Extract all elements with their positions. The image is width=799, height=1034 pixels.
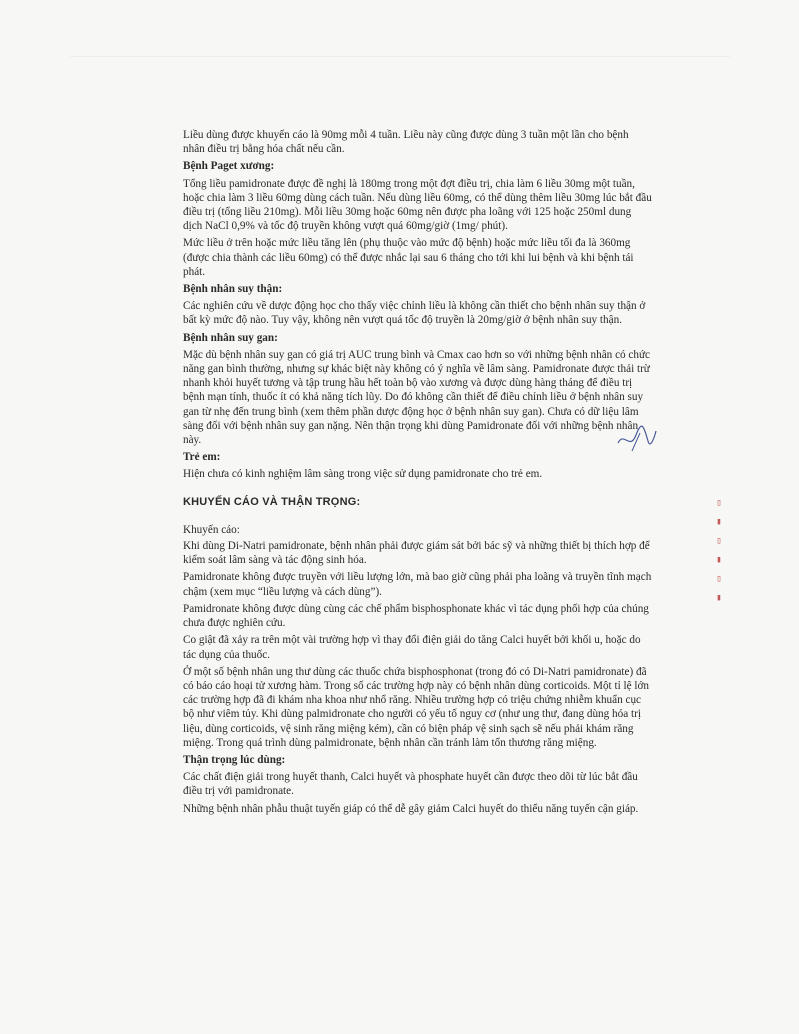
paragraph-precautions-2: Những bệnh nhân phẫu thuật tuyến giáp có thể dễ gây giảm Calci huyết do thiểu năng tuyến cận giáp. <box>183 802 639 815</box>
margin-stamp-fragments-icon <box>712 494 726 608</box>
stamp-fragment-icon: ▯ <box>716 574 722 584</box>
section-title-warnings-precautions: KHUYẾN CÁO VÀ THẬN TRỌNG: <box>183 495 361 508</box>
heading-precautions: Thận trọng lúc dùng: <box>183 753 286 766</box>
stamp-fragment-icon: ▯ <box>716 536 722 546</box>
paragraph-warnings-3: Pamidronate không được dùng cùng các chế phẩm bisphosphonate khác vì tác dụng phối hợp của chúng chưa được nghiên cứu. <box>183 602 649 630</box>
paragraph-paget-1: Tổng liều pamidronate được đề nghị là 180mg trong một đợt điều trị, chia làm 6 liều 30mg một tuần, hoặc chia làm 3 liều 60mg dùng cách tuần. Nếu dùng liều 60mg, có thể dùng thêm liều 30mg lúc bắt đầu điều trị (tổng liều 210mg). Mỗi liều 30mg hoặc 60mg nên được pha loãng với 125 hoặc 250ml dung dịch NaCl 0,9% và tốc độ truyền không vượt quá 60mg/giờ (1mg/ phút). <box>183 177 652 233</box>
scan-edge-line <box>70 56 730 57</box>
stamp-fragment-icon: ▮ <box>716 517 722 527</box>
paragraph-paget-2: Mức liều ở trên hoặc mức liều tăng lên (phụ thuộc vào mức độ bệnh) hoặc mức liều tối đa là 360mg (được chia thành các liều 60mg) có thể được nhắc lại sau 6 tháng cho tới khi lui bệnh và khi bệnh tái phát. <box>183 237 634 278</box>
stamp-fragment-icon: ▮ <box>716 593 722 603</box>
paragraph-renal-1: Các nghiên cứu về dược động học cho thấy việc chỉnh liều là không cần thiết cho bệnh nhân suy thận ở bất kỳ mức độ nào. Tuy vậy, không nên vượt quá tốc độ truyền là 20mg/giờ ở bệnh nhân suy thận. <box>183 300 646 327</box>
paragraph-warnings-1: Khi dùng Di-Natri pamidronate, bệnh nhân phải được giám sát bởi bác sỹ và những thiết bị thích hợp để kiểm soát lâm sàng và tác động sinh hóa. <box>183 540 650 567</box>
heading-warnings: Khuyến cáo: <box>183 523 240 536</box>
heading-hepatic: Bệnh nhân suy gan: <box>183 331 278 344</box>
heading-renal: Bệnh nhân suy thận: <box>183 283 283 296</box>
stamp-fragment-icon: ▮ <box>716 555 722 565</box>
document-page <box>183 128 653 819</box>
paragraph-dosage-intro: Liều dùng được khuyến cáo là 90mg mỗi 4 tuần. Liều này cũng được dùng 3 tuần một lần cho bệnh nhân điều trị bằng hóa chất nếu cần. <box>183 129 629 156</box>
handwritten-mark-icon <box>614 421 658 459</box>
handwritten-stroke <box>618 426 656 444</box>
heading-paget: Bệnh Paget xương: <box>183 160 275 173</box>
paragraph-hepatic-1: Mặc dù bệnh nhân suy gan có giá trị AUC trung bình và Cmax cao hơn so với những bệnh nhân có chức năng gan bình thường, nhưng sự khác biệt này không có ý nghĩa về lâm sàng. Pamidronate được thải trừ nhanh khỏi huyết tương và tập trung hầu hết toàn bộ vào xương và được dùng hàng tháng để điều trị bệnh mạn tính, thuốc ít có khả năng tích lũy. Do đó không cần thiết để điều chỉnh liều ở bệnh nhân suy gan từ nhẹ đến trung bình (xem thêm phần dược động học ở bệnh nhân suy gan). Chưa có dữ liệu lâm sàng đối với bệnh nhân suy gan nặng. Nên thận trọng khi dùng Pamidronate đối với những bệnh nhân này. <box>183 348 651 447</box>
paragraph-warnings-4: Co giật đã xảy ra trên một vài trường hợp vì thay đổi điện giải do tăng Calci huyết bởi khối u, hoặc do tác dụng của thuốc. <box>183 634 641 661</box>
paragraph-warnings-5: Ở một số bệnh nhân ung thư dùng các thuốc chứa bisphosphonat (trong đó có Di-Natri pamidronate) đã có báo cáo hoại tử xương hàm. Trong số các trường hợp này có bệnh nhân dùng corticoids. Một tỉ lệ lớn các trường hợp đã đi khám nha khoa như nhổ răng. Nhiều trường hợp có triệu chứng nhiễm khuẩn cục bộ như viêm tủy. Khi dùng palmidronate cho người có yếu tố nguy cơ (như ung thư, đang dùng hóa trị liệu, dùng corticoids, vệ sinh răng miệng kém), cần có biện pháp vệ sinh sạch sẽ nếu phải khám răng miệng. Trong quá trình dùng palmidronate, bệnh nhân cần tránh làm tổn thương răng miệng. <box>183 665 649 749</box>
stamp-fragment-icon: ▯ <box>716 498 722 508</box>
paragraph-precautions-1: Các chất điện giải trong huyết thanh, Calci huyết và phosphate huyết cần được theo dõi từ lúc bắt đầu điều trị với pamidronate. <box>183 771 638 798</box>
paragraph-warnings-2: Pamidronate không được truyền với liều lượng lớn, mà bao giờ cũng phải pha loãng và truyền tĩnh mạch chậm (xem mục “liều lượng và cách dùng”). <box>183 571 652 598</box>
paragraph-children-1: Hiện chưa có kinh nghiệm lâm sàng trong việc sử dụng pamidronate cho trẻ em. <box>183 468 543 481</box>
heading-children: Trẻ em: <box>183 451 221 464</box>
